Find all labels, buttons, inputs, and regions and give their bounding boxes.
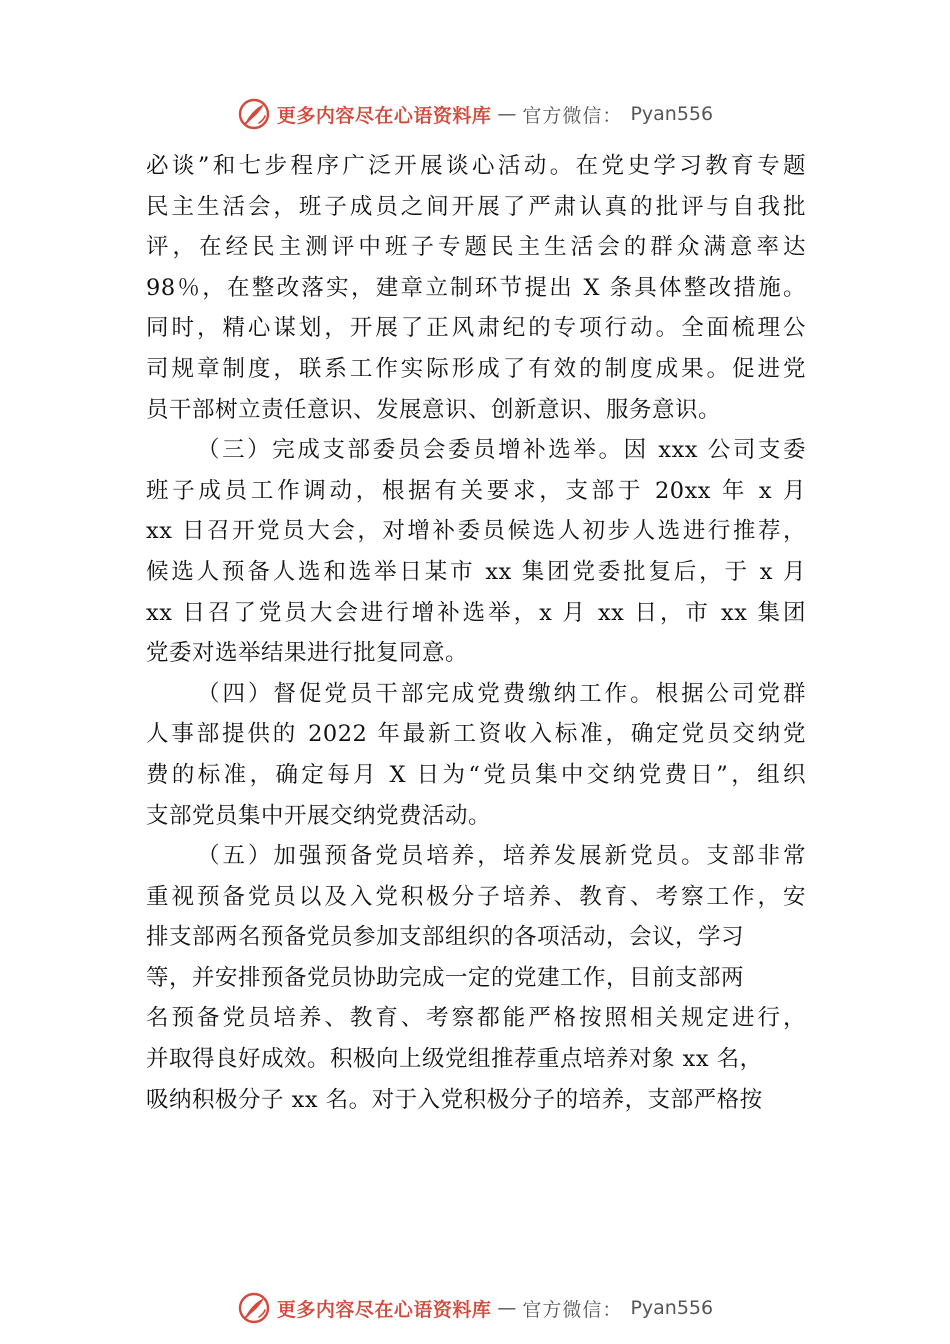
- text-line: 民主生活会，班子成员之间开展了严肃认真的批评与自我批: [146, 193, 806, 220]
- text-line: 重视预备党员以及入党积极分子培养、教育、考察工作，安: [146, 883, 806, 910]
- text-line: 费的标准，确定每月 X 日为“党员集中交纳党费日”，组织: [146, 761, 806, 788]
- watermark-wechat-id: Pyan556: [630, 1297, 714, 1319]
- text-line: 候选人预备人选和选举日某市 xx 集团党委批复后，于 x 月: [146, 558, 806, 585]
- text-line: 同时，精心谋划，开展了正风肃纪的专项行动。全面梳理公: [146, 315, 806, 342]
- text-line: 等，并安排预备党员协助完成一定的党建工作，目前支部两: [146, 964, 745, 991]
- text-line: 党委对选举结果进行批复同意。: [146, 640, 469, 667]
- watermark-dash: —: [497, 1297, 517, 1319]
- feather-pen-logo-icon: [237, 97, 271, 131]
- text-line: 员干部树立责任意识、发展意识、创新意识、服务意识。: [146, 396, 722, 423]
- section-heading-3: （三）完成支部委员会委员增补选举。因 xxx 公司支委: [197, 437, 806, 464]
- text-line: 98％，在整改落实，建章立制环节提出 X 条具体整改措施。: [146, 274, 806, 301]
- text-line: 支部党员集中开展交纳党费活动。: [146, 802, 492, 829]
- footer-watermark: [0, 1288, 950, 1328]
- section-heading-4: （四）督促党员干部完成党费缴纳工作。根据公司党群: [197, 680, 806, 707]
- text-line: xx 日召开党员大会，对增补委员候选人初步人选进行推荐，: [146, 518, 806, 545]
- text-line: 排支部两名预备党员参加支部组织的各项活动，会议，学习: [146, 924, 745, 951]
- text-line: xx 日召了党员大会进行增补选举，x 月 xx 日，市 xx 集团: [146, 599, 806, 626]
- watermark-dash: —: [497, 103, 517, 125]
- text-line: 司规章制度，联系工作实际形成了有效的制度成果。促进党: [146, 355, 806, 382]
- text-line: 名预备党员培养、教育、考察都能严格按照相关规定进行，: [146, 1005, 806, 1032]
- watermark-wechat-id: Pyan556: [630, 103, 714, 125]
- text-line: 人事部提供的 2022 年最新工资收入标准，确定党员交纳党: [146, 721, 806, 748]
- text-line: 必谈”和七步程序广泛开展谈心活动。在党史学习教育专题: [146, 153, 806, 179]
- text-line: 班子成员工作调动，根据有关要求，支部于 20xx 年 x 月: [146, 477, 806, 504]
- header-watermark: [0, 94, 950, 134]
- watermark-brand: 更多内容尽在心语资料库: [276, 104, 492, 127]
- text-line: 并取得良好成效。积极向上级党组推荐重点培养对象 xx 名，: [146, 1046, 763, 1073]
- watermark-brand: 更多内容尽在心语资料库: [276, 1298, 492, 1321]
- section-heading-5: （五）加强预备党员培养，培养发展新党员。支部非常: [197, 843, 806, 870]
- watermark-wechat-label: 官方微信：: [522, 104, 623, 127]
- feather-pen-logo-icon: [237, 1291, 271, 1325]
- text-line: 评，在经民主测评中班子专题民主生活会的群众满意率达: [146, 234, 806, 261]
- text-line: 吸纳积极分子 xx 名。对于入党积极分子的培养，支部严格按: [146, 1086, 763, 1113]
- document-body: [146, 146, 806, 1120]
- watermark-wechat-label: 官方微信：: [522, 1298, 623, 1321]
